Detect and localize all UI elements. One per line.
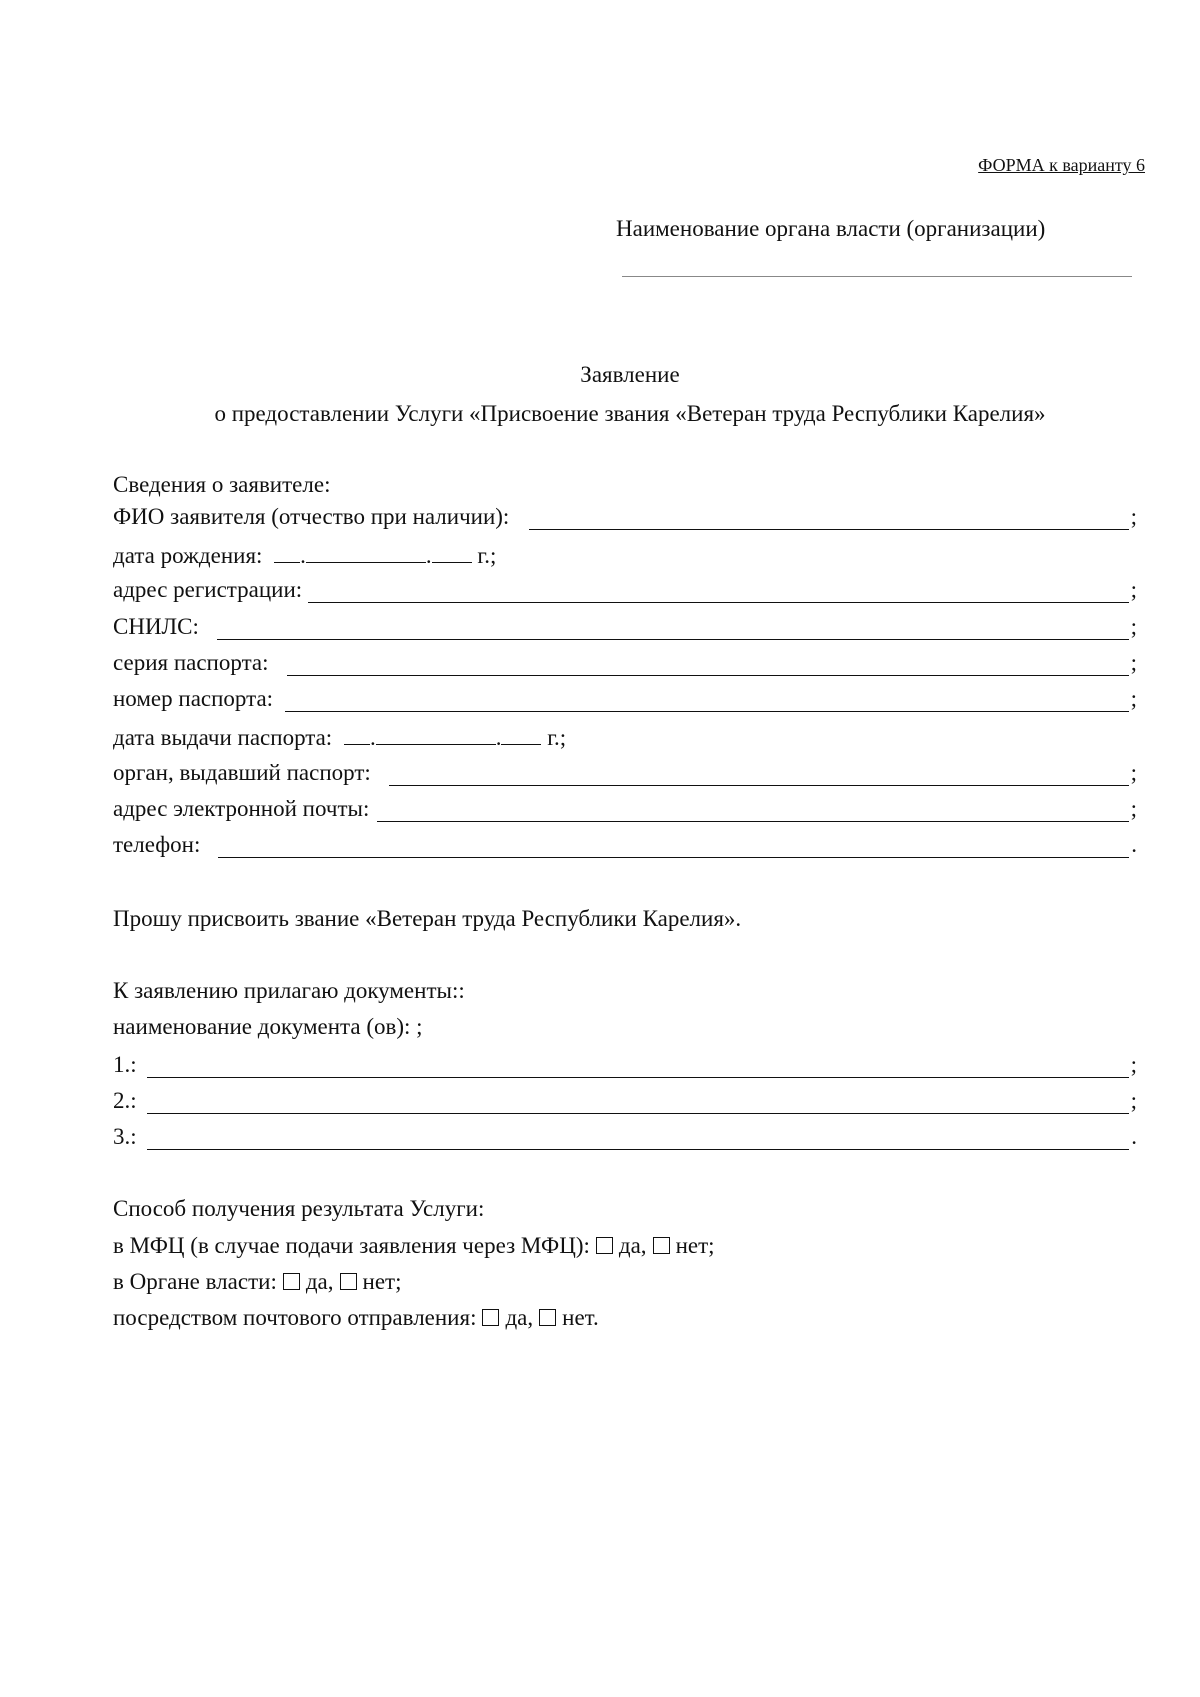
snils-field[interactable] xyxy=(217,615,1129,640)
passport-number-field[interactable] xyxy=(285,687,1129,712)
passport-issue-label: дата выдачи паспорта: xyxy=(113,725,333,750)
passport-number-row xyxy=(113,680,1137,712)
passport-issuer-end: ; xyxy=(1130,760,1137,785)
form-reference: ФОРМА к варианту 6 xyxy=(978,155,1145,175)
birth-date-label: дата рождения: xyxy=(113,543,263,568)
passport-issuer-label: орган, выдавший паспорт: xyxy=(113,760,371,785)
post-no-checkbox[interactable] xyxy=(539,1309,556,1326)
snils-label: СНИЛС: xyxy=(113,614,199,639)
authority-yes-label: да, xyxy=(305,1269,334,1294)
passport-issuer-field[interactable] xyxy=(389,761,1129,786)
passport-number-label: номер паспорта: xyxy=(113,686,274,711)
birth-day-field[interactable] xyxy=(274,542,300,563)
documents-heading: К заявлению прилагаю документы:: xyxy=(113,978,465,1003)
passport-issue-year-field[interactable] xyxy=(501,724,541,745)
fio-field[interactable] xyxy=(529,505,1128,530)
delivery-post-label: посредством почтового отправления: xyxy=(113,1305,477,1330)
fio-row xyxy=(113,498,1137,530)
mfc-yes-label: да, xyxy=(618,1233,647,1258)
document-item-field[interactable] xyxy=(147,1125,1130,1150)
phone-label: телефон: xyxy=(113,832,201,857)
documents-names-label: наименование документа (ов): ; xyxy=(113,1014,423,1039)
passport-series-field[interactable] xyxy=(287,651,1129,676)
authority-yes-checkbox[interactable] xyxy=(283,1273,300,1290)
email-field[interactable] xyxy=(377,797,1128,822)
delivery-heading: Способ получения результата Услуги: xyxy=(113,1196,485,1221)
document-item-end: ; xyxy=(1130,1052,1137,1077)
authority-no-checkbox[interactable] xyxy=(340,1273,357,1290)
document-item-number: 3.: xyxy=(113,1124,137,1149)
snils-row xyxy=(113,608,1137,640)
post-no-label: нет. xyxy=(562,1305,599,1330)
passport-series-label: серия паспорта: xyxy=(113,650,269,675)
passport-issue-day-field[interactable] xyxy=(344,724,370,745)
document-item-row xyxy=(113,1082,1137,1114)
email-label: адрес электронной почты: xyxy=(113,796,370,821)
birth-year-field[interactable] xyxy=(432,542,472,563)
post-yes-label: да, xyxy=(505,1305,534,1330)
authority-name-field[interactable] xyxy=(622,276,1132,277)
fio-end: ; xyxy=(1130,504,1137,529)
address-row xyxy=(113,571,1137,603)
passport-series-end: ; xyxy=(1130,650,1137,675)
document-item-end: ; xyxy=(1130,1088,1137,1113)
birth-year-suffix: г.; xyxy=(477,543,497,568)
birth-date-row: дата рождения: . . г.; xyxy=(113,543,497,568)
fio-label: ФИО заявителя (отчество при наличии): xyxy=(113,504,510,529)
passport-issue-date-row: дата выдачи паспорта: . . г.; xyxy=(113,725,567,750)
authority-name-label: Наименование органа власти (организации) xyxy=(616,216,1046,241)
post-yes-checkbox[interactable] xyxy=(482,1309,499,1326)
passport-issue-suffix: г.; xyxy=(547,725,567,750)
birth-month-field[interactable] xyxy=(306,542,426,563)
phone-end: . xyxy=(1131,832,1137,857)
passport-issue-month-field[interactable] xyxy=(376,724,496,745)
applicant-heading: Сведения о заявителе: xyxy=(113,472,331,497)
passport-series-row xyxy=(113,644,1137,676)
mfc-no-checkbox[interactable] xyxy=(653,1237,670,1254)
passport-number-end: ; xyxy=(1130,686,1137,711)
email-end: ; xyxy=(1130,796,1137,821)
authority-no-label: нет; xyxy=(362,1269,402,1294)
document-item-row xyxy=(113,1046,1137,1078)
email-row xyxy=(113,790,1137,822)
address-end: ; xyxy=(1130,577,1137,602)
address-field[interactable] xyxy=(308,578,1128,603)
delivery-authority-label: в Органе власти: xyxy=(113,1269,277,1294)
mfc-no-label: нет; xyxy=(675,1233,715,1258)
delivery-mfc-label: в МФЦ (в случае подачи заявления через МФЦ): xyxy=(113,1233,590,1258)
mfc-yes-checkbox[interactable] xyxy=(596,1237,613,1254)
document-item-end: . xyxy=(1131,1124,1137,1149)
document-title: Заявление xyxy=(580,362,680,387)
snils-end: ; xyxy=(1130,614,1137,639)
passport-issuer-row xyxy=(113,754,1137,786)
document-item-field[interactable] xyxy=(147,1053,1129,1078)
phone-row xyxy=(113,826,1137,858)
delivery-post-row xyxy=(113,1305,599,1331)
delivery-authority-row xyxy=(113,1269,401,1295)
document-item-number: 2.: xyxy=(113,1088,137,1113)
document-item-field[interactable] xyxy=(147,1089,1129,1114)
address-label: адрес регистрации: xyxy=(113,577,303,602)
phone-field[interactable] xyxy=(218,833,1129,858)
request-text: Прошу присвоить звание «Ветеран труда Республики Карелия». xyxy=(113,906,742,931)
document-item-row xyxy=(113,1118,1137,1150)
document-item-number: 1.: xyxy=(113,1052,137,1077)
document-subtitle: о предоставлении Услуги «Присвоение звания «Ветеран труда Республики Карелия» xyxy=(214,401,1046,426)
delivery-mfc-row xyxy=(113,1233,715,1259)
